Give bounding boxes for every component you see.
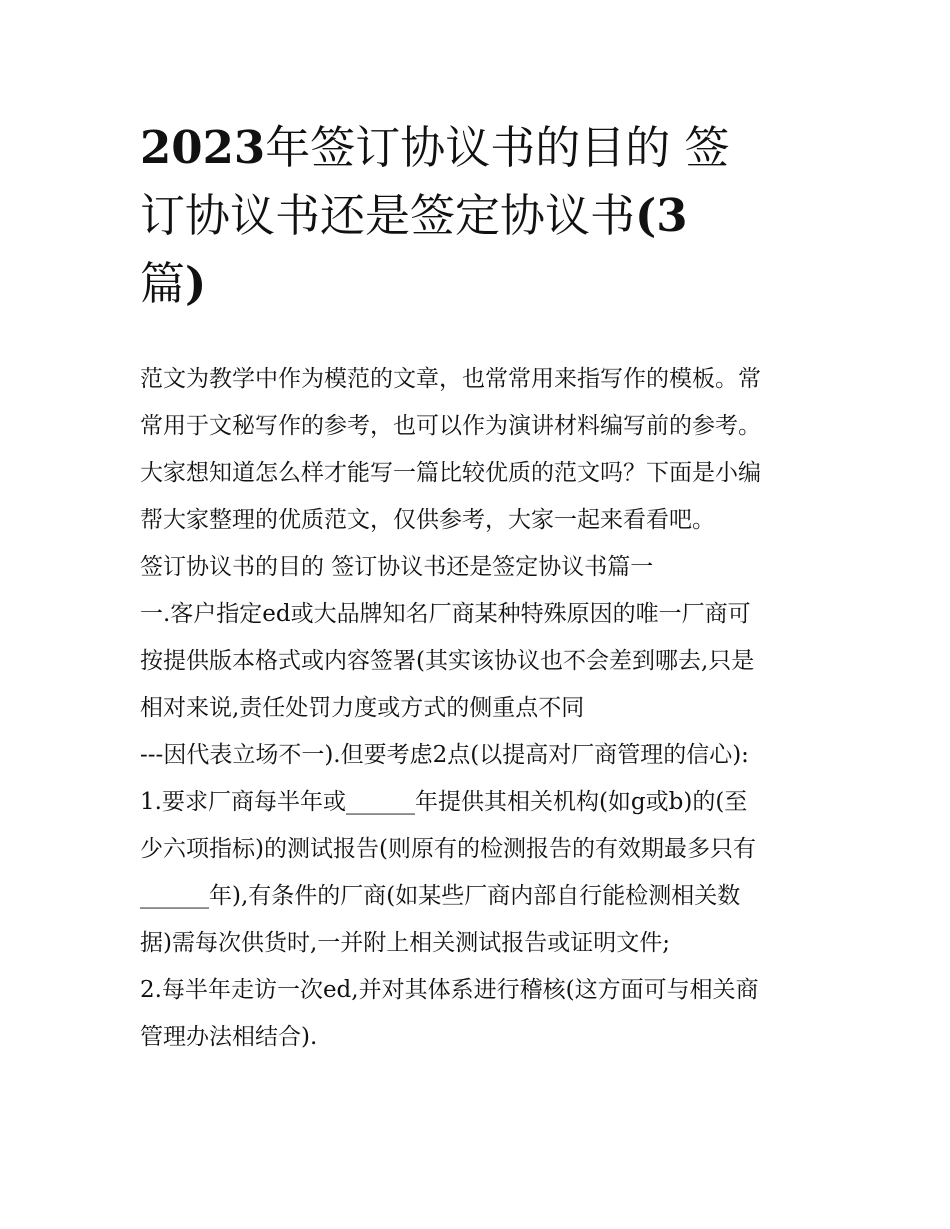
title-line-2-text: 订协议书还是签定协议书 <box>140 189 636 242</box>
title-line-2-paren: (3 <box>635 189 688 242</box>
body-line: 帮大家整理的优质范文，仅供参考，大家一起来看看吧。 <box>140 507 715 533</box>
body-line: 按提供版本格式或内容签署(其实该协议也不会差到哪去,只是 <box>140 648 755 674</box>
body-line: 少六项指标)的测试报告(则原有的检测报告的有效期最多只有 <box>140 836 756 862</box>
body-line: ______年),有条件的厂商(如某些厂商内部自行能检测相关数 <box>140 883 741 909</box>
title-line-1-text: 年签订协议书的目的 签 <box>265 121 730 174</box>
document-body <box>140 356 820 1061</box>
body-line: ---因代表立场不一).但要考虑2点(以提高对厂商管理的信心): <box>140 742 749 768</box>
document-title <box>140 114 800 318</box>
body-line: 相对来说,责任处罚力度或方式的侧重点不同 <box>140 695 585 721</box>
section-heading: 签订协议书的目的 签订协议书还是签定协议书篇一 <box>140 554 654 580</box>
body-line: 2.每半年走访一次ed,并对其体系进行稽核(这方面可与相关商 <box>140 977 759 1003</box>
title-line-3-text: 篇 <box>140 257 186 310</box>
body-line: 管理办法相结合). <box>140 1024 318 1050</box>
body-line: 常用于文秘写作的参考，也可以作为演讲材料编写前的参考。 <box>140 413 761 439</box>
body-line: 范文为教学中作为模范的文章，也常常用来指写作的模板。常 <box>140 366 761 392</box>
title-year: 2023 <box>140 121 266 174</box>
body-line: 一.客户指定ed或大品牌知名厂商某种特殊原因的唯一厂商可 <box>140 601 751 627</box>
body-line: 据)需每次供货时,一并附上相关测试报告或证明文件; <box>140 930 671 956</box>
body-line: 1.要求厂商每半年或______年提供其相关机构(如g或b)的(至 <box>140 789 748 815</box>
body-line: 大家想知道怎么样才能写一篇比较优质的范文吗？下面是小编 <box>140 460 761 486</box>
title-line-3-paren: ) <box>185 257 207 310</box>
